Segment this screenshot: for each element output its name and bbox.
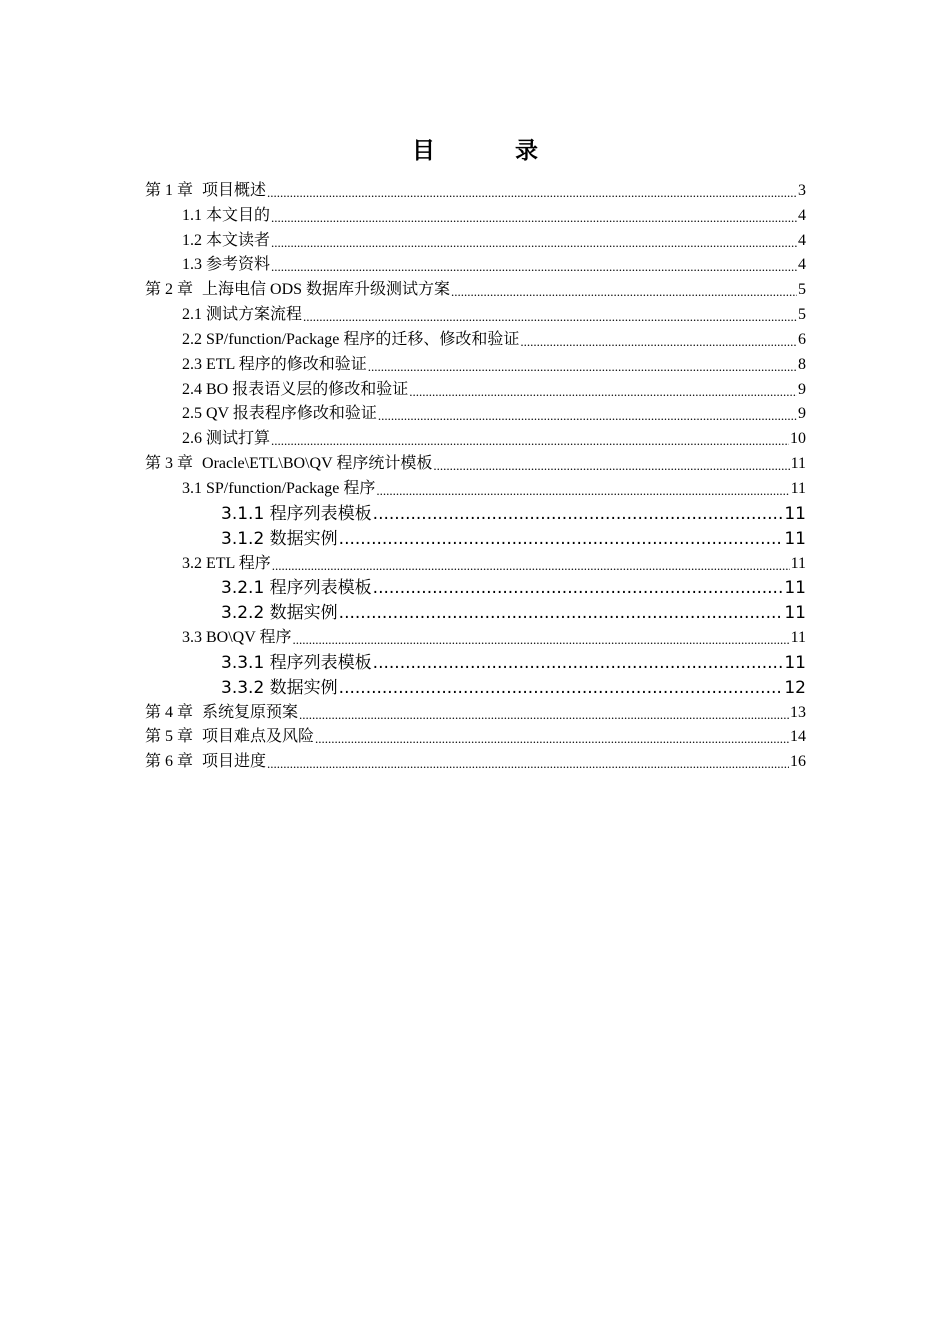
toc-page-number: 14 xyxy=(790,728,806,746)
toc-entry[interactable] xyxy=(145,400,806,425)
dot-leader xyxy=(339,603,784,623)
toc-entry[interactable] xyxy=(145,623,806,648)
chapter-label: 第 4 章 xyxy=(145,703,194,721)
toc-page-number: 4 xyxy=(798,206,806,224)
toc-page-number: 11 xyxy=(790,554,806,572)
chapter-label: 第 3 章 xyxy=(145,455,194,473)
toc-entry-text: 1.2 本文读者 xyxy=(182,231,271,249)
toc-entry-text: 2.3 ETL 程序的修改和验证 xyxy=(182,355,367,373)
toc-entry[interactable] xyxy=(145,176,806,201)
toc-page-number: 4 xyxy=(798,256,806,274)
toc-entry[interactable] xyxy=(145,499,806,524)
toc-page-number: 11 xyxy=(784,578,806,599)
toc-entry[interactable] xyxy=(145,375,806,400)
toc-entry[interactable] xyxy=(145,574,806,599)
dot-leader xyxy=(267,185,797,201)
dot-leader xyxy=(303,309,797,325)
toc-entry[interactable] xyxy=(145,300,806,325)
dot-leader xyxy=(451,284,797,300)
toc-entry-text: 3.2 ETL 程序 xyxy=(182,554,271,572)
toc-page-number: 12 xyxy=(784,677,806,698)
toc-entry[interactable] xyxy=(145,350,806,375)
toc-entry[interactable] xyxy=(145,251,806,276)
dot-leader xyxy=(368,359,797,375)
toc-entry-text: 项目难点及风险 xyxy=(202,728,315,746)
toc-entry[interactable] xyxy=(145,226,806,251)
toc-entry-text: 2.6 测试打算 xyxy=(182,430,271,448)
toc-entry[interactable] xyxy=(145,698,806,723)
dot-leader xyxy=(339,529,784,549)
toc-entry-text: 3.1.2 数据实例 xyxy=(221,528,338,549)
dot-leader xyxy=(271,210,797,226)
dot-leader xyxy=(271,433,789,449)
dot-leader xyxy=(267,756,789,772)
toc-page-number: 8 xyxy=(798,355,806,373)
table-of-contents xyxy=(145,176,806,772)
dot-leader xyxy=(373,578,784,598)
toc-entry[interactable] xyxy=(145,648,806,673)
toc-page-number: 13 xyxy=(790,703,806,721)
toc-entry[interactable] xyxy=(145,474,806,499)
toc-entry[interactable] xyxy=(145,275,806,300)
toc-entry-text: 1.1 本文目的 xyxy=(182,206,271,224)
dot-leader xyxy=(271,259,797,275)
toc-page-number: 11 xyxy=(784,528,806,549)
dot-leader xyxy=(271,235,797,251)
toc-entry-text: 1.3 参考资料 xyxy=(182,256,271,274)
toc-page-number: 9 xyxy=(798,380,806,398)
toc-entry[interactable] xyxy=(145,598,806,623)
toc-page-number: 11 xyxy=(784,652,806,673)
toc-entry-text: 2.1 测试方案流程 xyxy=(182,306,303,324)
toc-entry[interactable] xyxy=(145,424,806,449)
toc-entry[interactable] xyxy=(145,673,806,698)
page-title: 目 录 xyxy=(411,138,574,164)
dot-leader xyxy=(376,483,789,499)
toc-page-number: 11 xyxy=(784,503,806,524)
dot-leader xyxy=(272,558,790,574)
toc-entry-text: 3.3.1 程序列表模板 xyxy=(221,652,372,673)
toc-entry-text: 3.2.2 数据实例 xyxy=(221,603,338,624)
chapter-label: 第 1 章 xyxy=(145,181,194,199)
toc-entry[interactable] xyxy=(145,549,806,574)
dot-leader xyxy=(378,408,797,424)
toc-entry[interactable] xyxy=(145,201,806,226)
toc-entry-text: 3.2.1 程序列表模板 xyxy=(221,578,372,599)
toc-page-number: 16 xyxy=(790,753,806,771)
toc-page-number: 3 xyxy=(798,181,806,199)
toc-entry[interactable] xyxy=(145,723,806,748)
toc-entry-text: 项目进度 xyxy=(202,753,267,771)
toc-entry[interactable] xyxy=(145,449,806,474)
dot-leader xyxy=(339,678,784,698)
toc-page-number: 4 xyxy=(798,231,806,249)
toc-page-number: 11 xyxy=(790,479,806,497)
dot-leader xyxy=(433,458,789,474)
toc-page-number: 11 xyxy=(790,455,806,473)
toc-page-number: 6 xyxy=(798,330,806,348)
chapter-label: 第 6 章 xyxy=(145,753,194,771)
toc-page-number: 9 xyxy=(798,405,806,423)
toc-entry-text: Oracle\ETL\BO\QV 程序统计模板 xyxy=(202,455,433,473)
toc-page-number: 5 xyxy=(798,281,806,299)
chapter-label: 第 5 章 xyxy=(145,728,194,746)
toc-entry-text: 系统复原预案 xyxy=(202,703,299,721)
toc-entry-text: 3.1 SP/function/Package 程序 xyxy=(182,479,376,497)
toc-entry-text: 2.2 SP/function/Package 程序的迁移、修改和验证 xyxy=(182,330,520,348)
toc-page-number: 11 xyxy=(790,629,806,647)
dot-leader xyxy=(373,653,784,673)
toc-entry[interactable] xyxy=(145,325,806,350)
toc-page-number: 5 xyxy=(798,306,806,324)
toc-entry-text: 上海电信 ODS 数据库升级测试方案 xyxy=(202,281,451,299)
toc-entry-text: 3.3.2 数据实例 xyxy=(221,677,338,698)
dot-leader xyxy=(373,504,784,524)
dot-leader xyxy=(520,334,797,350)
dot-leader xyxy=(293,632,790,648)
dot-leader xyxy=(315,731,789,747)
toc-entry-text: 3.3 BO\QV 程序 xyxy=(182,629,292,647)
toc-entry-text: 3.1.1 程序列表模板 xyxy=(221,503,372,524)
toc-entry-text: 2.4 BO 报表语义层的修改和验证 xyxy=(182,380,409,398)
toc-page-number: 10 xyxy=(790,430,806,448)
dot-leader xyxy=(299,707,789,723)
chapter-label: 第 2 章 xyxy=(145,281,194,299)
toc-entry-text: 2.5 QV 报表程序修改和验证 xyxy=(182,405,377,423)
dot-leader xyxy=(409,384,797,400)
toc-entry[interactable] xyxy=(145,524,806,549)
toc-entry[interactable] xyxy=(145,747,806,772)
toc-entry-text: 项目概述 xyxy=(202,181,267,199)
toc-page-number: 11 xyxy=(784,603,806,624)
